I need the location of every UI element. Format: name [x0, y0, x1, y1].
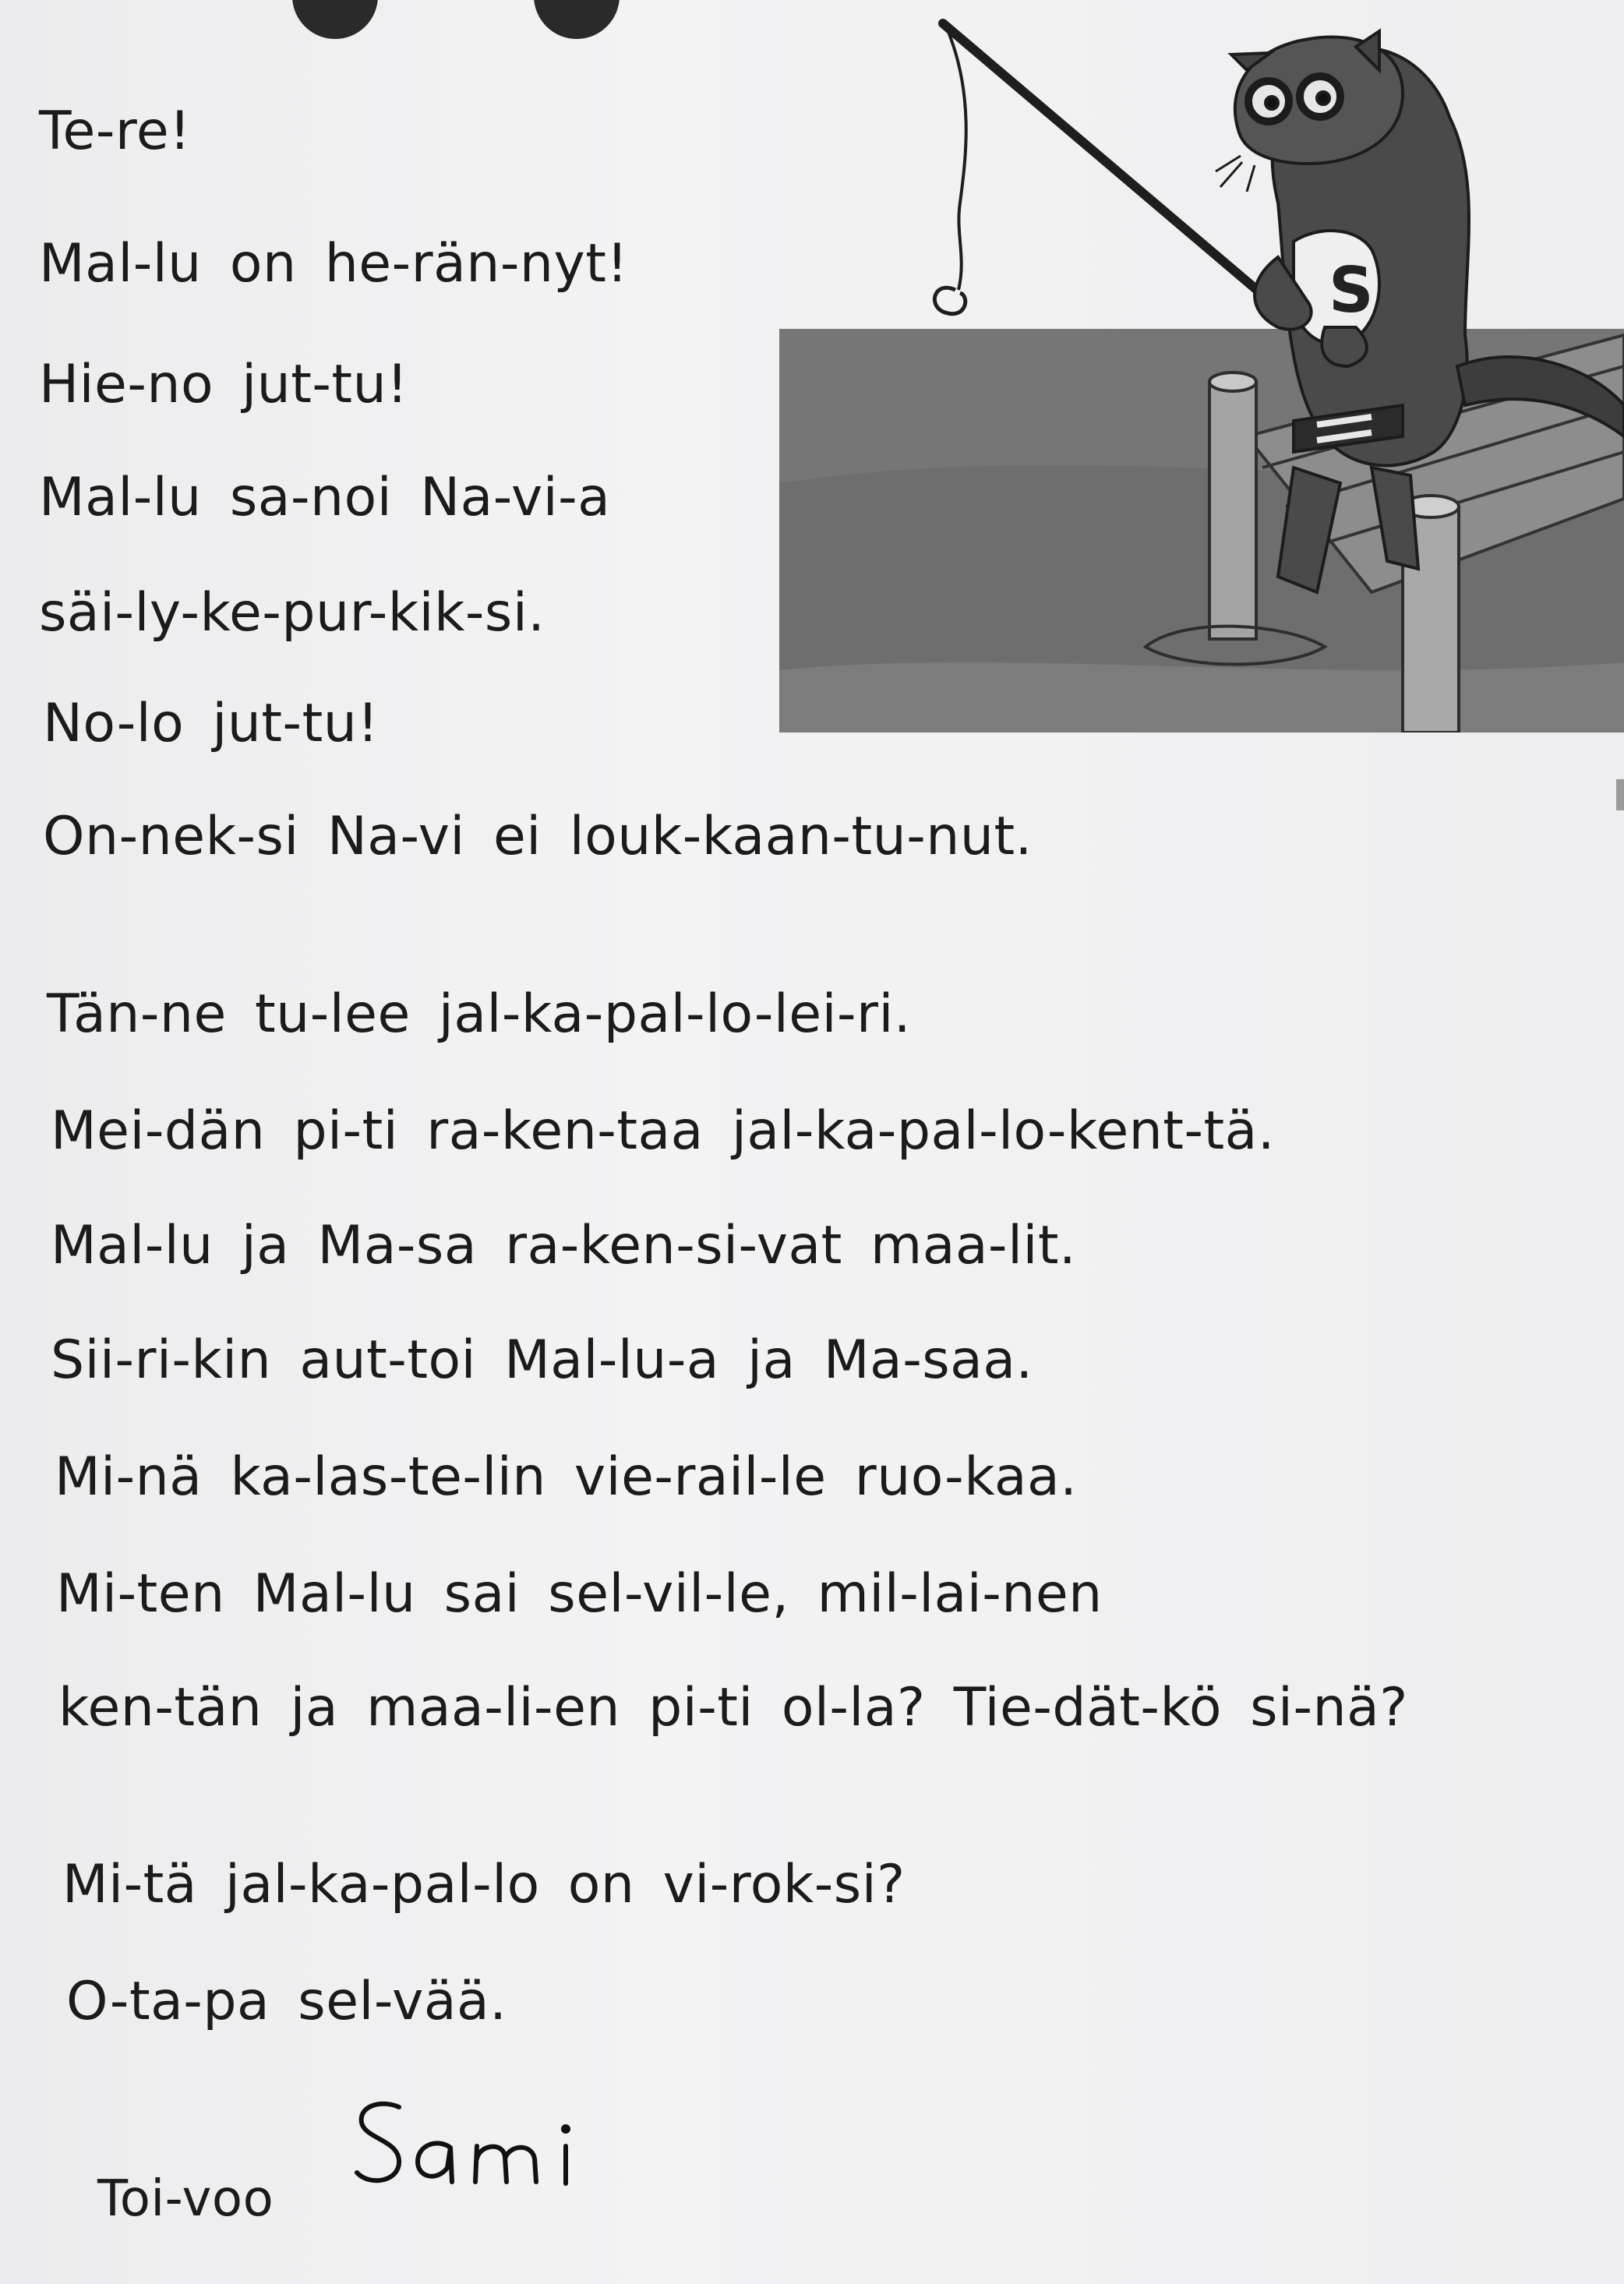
text-line: Mal-lu sa-noi Na-vi-a	[39, 467, 611, 528]
handwritten-signature	[351, 2096, 608, 2198]
text-line: No-lo jut-tu!	[43, 693, 380, 754]
binder-hole-left	[292, 0, 378, 39]
text-line: Tän-ne tu-lee jal-ka-pal-lo-lei-ri.	[47, 983, 911, 1045]
otter-fishing-on-dock-illustration	[779, 0, 1624, 733]
greeting: Te-re!	[39, 101, 191, 162]
text-line: Mal-lu on he-rän-nyt!	[39, 233, 629, 295]
closing-text: Toi-voo	[97, 2170, 274, 2228]
text-line: Mal-lu ja Ma-sa ra-ken-si-vat maa-lit.	[51, 1215, 1077, 1276]
text-line: säi-ly-ke-pur-kik-si.	[39, 582, 545, 644]
text-line: O-ta-pa sel-vää.	[66, 1971, 507, 2032]
text-line: Sii-ri-kin aut-toi Mal-lu-a ja Ma-saa.	[51, 1329, 1033, 1391]
text-line: On-nek-si Na-vi ei louk-kaan-tu-nut.	[43, 806, 1033, 867]
text-line: Mi-nä ka-las-te-lin vie-rail-le ruo-kaa.	[55, 1446, 1078, 1508]
text-line: Hie-no jut-tu!	[39, 354, 408, 415]
binder-hole-right	[534, 0, 620, 39]
text-line: ken-tän ja maa-li-en pi-ti ol-la? Tie-dät-kö si-nä?	[58, 1677, 1408, 1739]
text-line: Mi-ten Mal-lu sai sel-vil-le, mil-lai-nen	[56, 1563, 1103, 1625]
text-line: Mi-tä jal-ka-pal-lo on vi-rok-si?	[62, 1854, 906, 1915]
page-edge-mark	[1616, 779, 1624, 810]
shirt-letter: S	[1329, 254, 1374, 327]
text-line: Mei-dän pi-ti ra-ken-taa jal-ka-pal-lo-kent-tä.	[51, 1100, 1275, 1162]
